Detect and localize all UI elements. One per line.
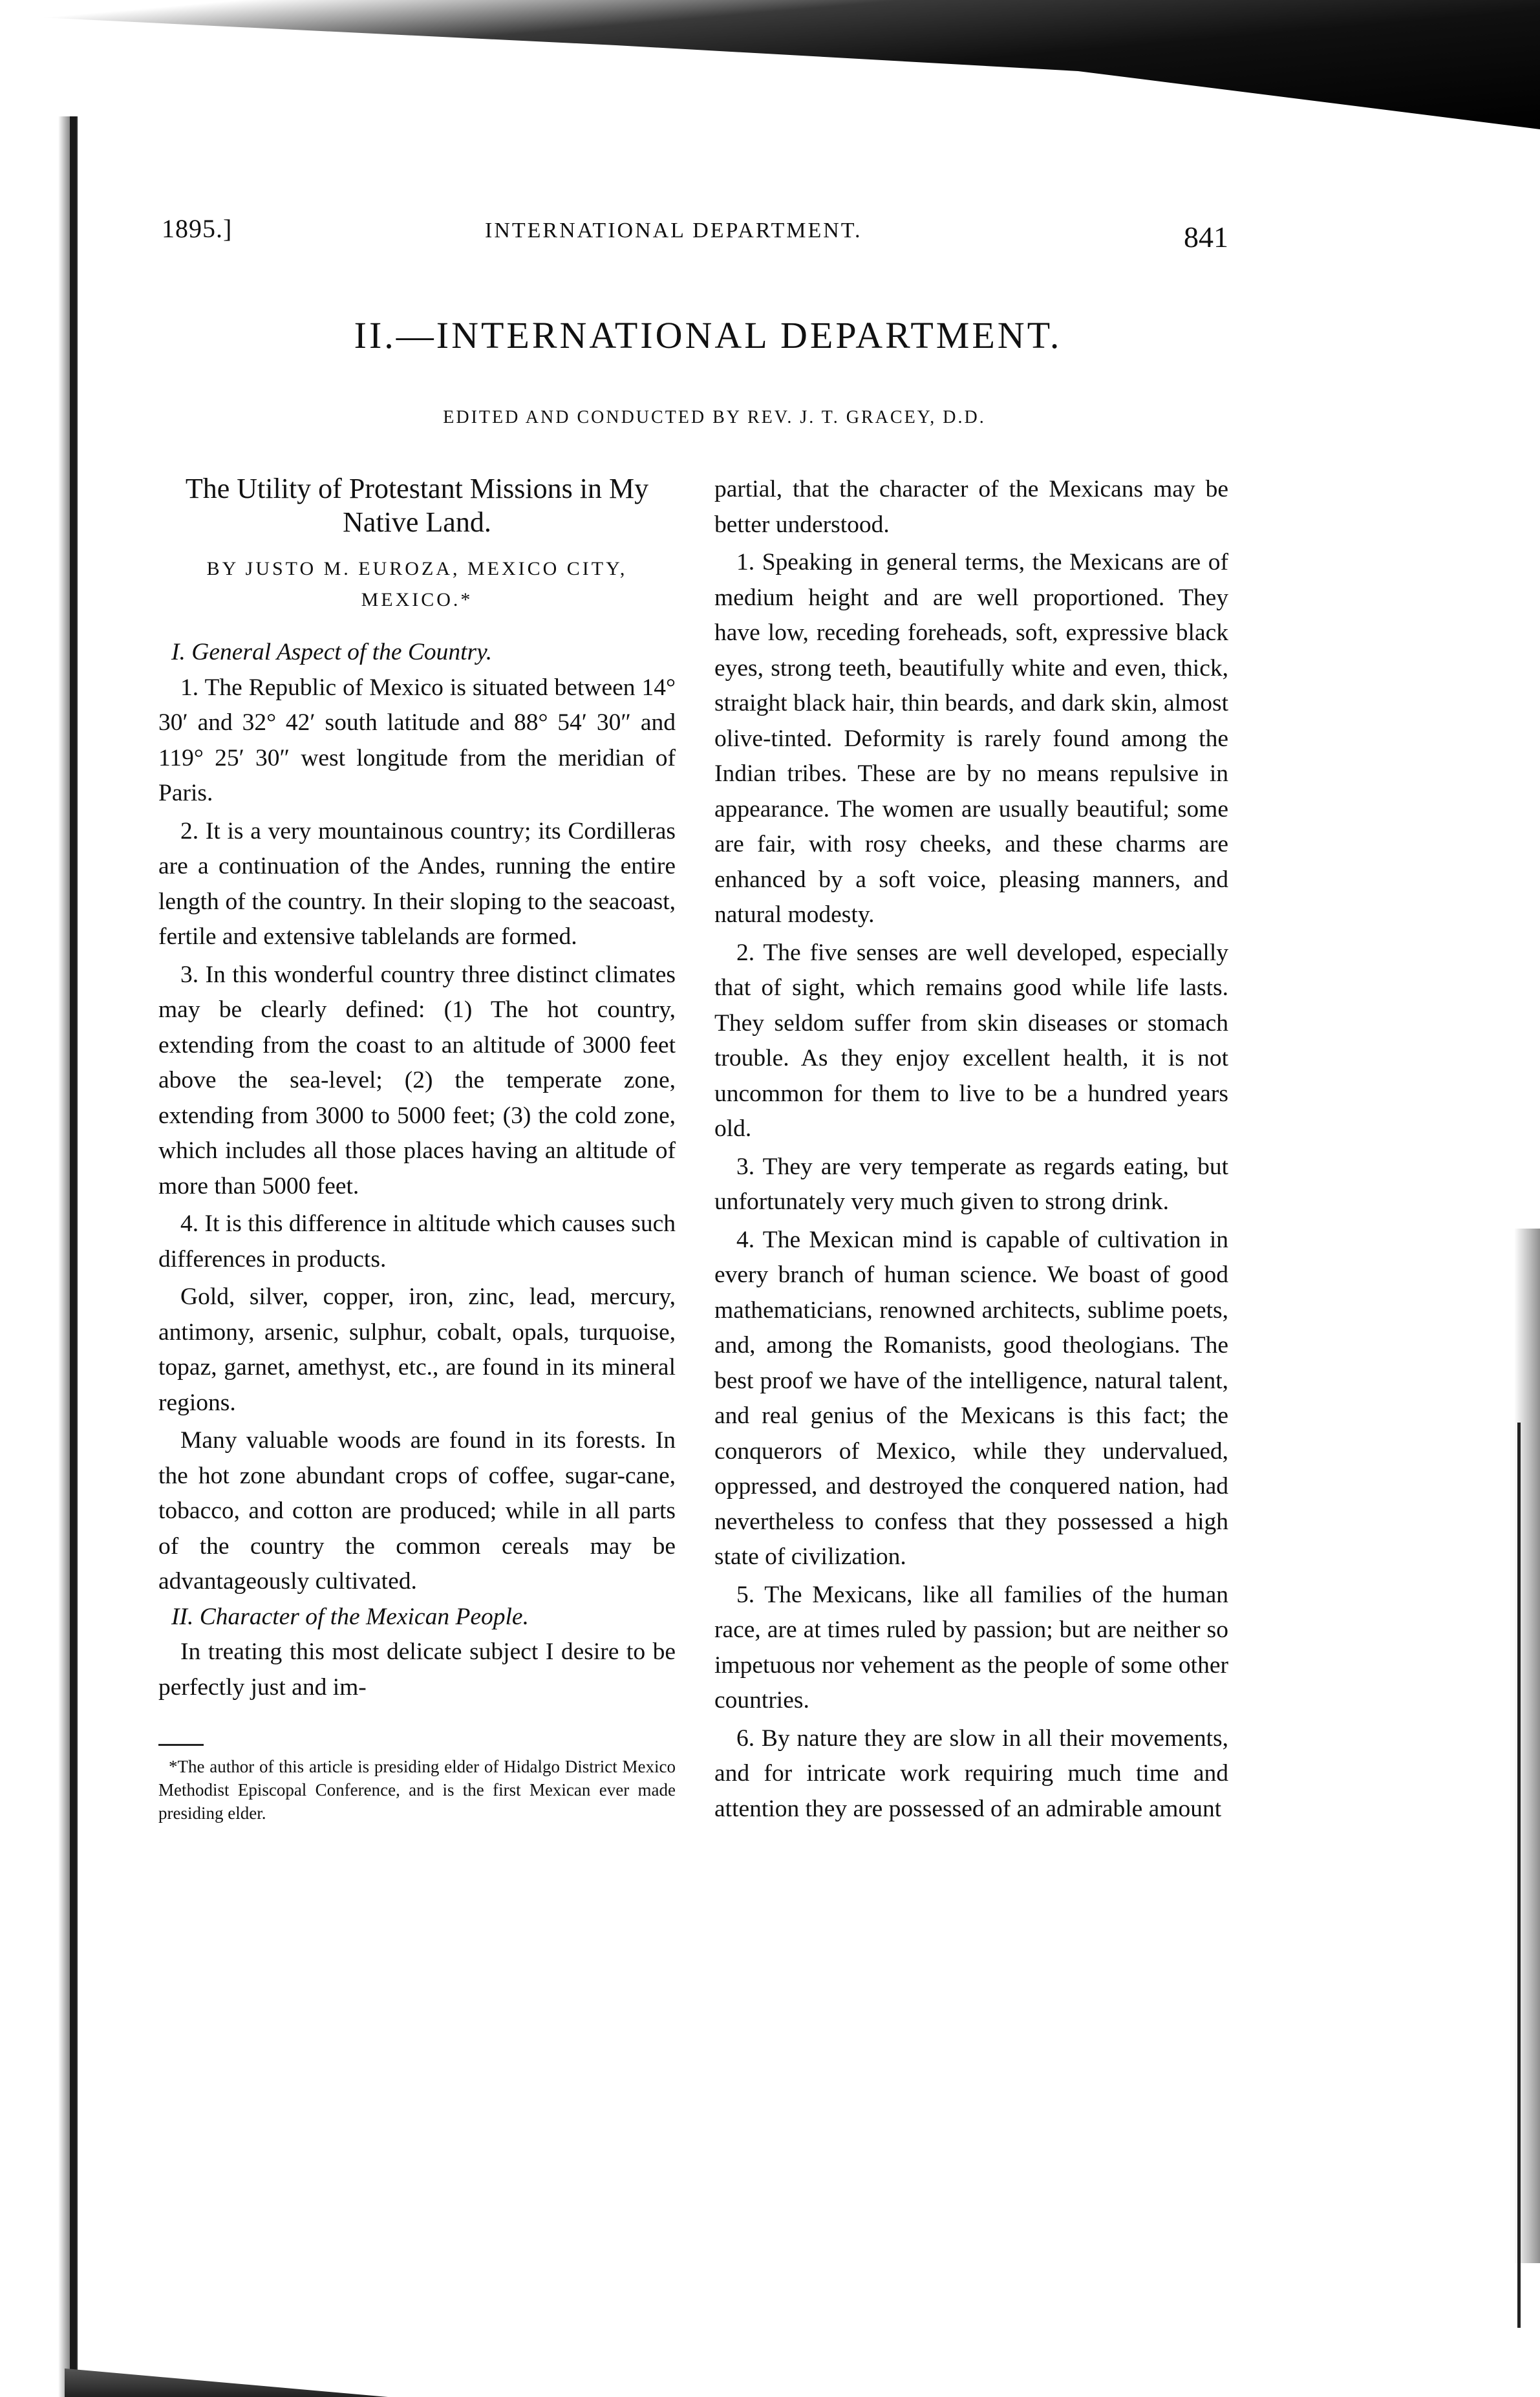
paragraph: 4. It is this difference in altitude which causes such differences in products. (158, 1210, 676, 1273)
paragraph: In treating this most delicate subject I desire to be perfectly just and im- (158, 1639, 676, 1701)
scan-edge-bottom (65, 2302, 388, 2397)
section-heading-2: II. Character of the Mexican People. (171, 1603, 529, 1630)
paragraph: 2. It is a very mountainous country; its Cordilleras are a continuation of the Andes, running the entire length of the country. In their sloping to the seacoast, fertile and extensive tablelands are formed. (158, 817, 676, 950)
right-column (714, 472, 1228, 1827)
article-byline: BY JUSTO M. EUROZA, MEXICO CITY, MEXICO.* (206, 558, 628, 610)
running-head (162, 213, 1228, 259)
paragraph: Gold, silver, copper, iron, zinc, lead, mercury, antimony, arsenic, sulphur, cobalt, opals, turquoise, topaz, garnet, amethyst, etc., are found in its mineral regions. (158, 1284, 676, 1416)
paragraph: 6. By nature they are slow in all their movements, and for intricate work requiring much time and attention they are possessed of an admirable amount (714, 1725, 1228, 1822)
scan-edge-left (0, 116, 78, 2397)
paragraph: 1. Speaking in general terms, the Mexicans are of medium height and are well proportioned. They have low, receding foreheads, soft, expressive black eyes, strong teeth, beautifully white and even, thick, straight black hair, thin beards, and dark skin, almost olive-tinted. Deformity is rarely found among the Indian tribes. These are by no means repulsive in appearance. The women are usually beautiful; some are fair, with rosy cheeks, and these charms are enhanced by a soft voice, pleasing manners, and natural modesty. (714, 549, 1228, 928)
paragraph: Many valuable woods are found in its forests. In the hot zone abundant crops of coffee, sugar-cane, tobacco, and cotton are produced; while in all parts of the country the common cereals may be advantageously cultivated. (158, 1427, 676, 1595)
footnote-rule (158, 1744, 204, 1746)
footnote: *The author of this article is presiding elder of Hidalgo District Mexico Methodist Episcopal Conference, and is the first Mexican ever made presiding elder. (158, 1757, 676, 1823)
paragraph: 1. The Republic of Mexico is situated between 14° 30′ and 32° 42′ south latitude and 88° 54′ 30″ and 119° 25′ 30″ west longitude from the meridian of Paris. (158, 674, 676, 806)
paragraph: 3. In this wonderful country three distinct climates may be clearly defined: (1) The hot country, extending from the coast to an altitude of 3000 feet above the sea-level; (2) the temperate zone, extending from 3000 to 5000 feet; (3) the cold zone, which includes all those places having an altitude of more than 5000 feet. (158, 961, 676, 1199)
scan-edge-right-line (1517, 1423, 1521, 2328)
paragraph: partial, that the character of the Mexicans may be better understood. (714, 476, 1228, 538)
section-heading-1: I. General Aspect of the Country. (171, 639, 493, 665)
department-title: II.—INTERNATIONAL DEPARTMENT. (354, 314, 1062, 356)
running-head-title: INTERNATIONAL DEPARTMENT. (485, 219, 862, 242)
scan-binding-line (70, 116, 76, 2397)
editor-line: EDITED AND CONDUCTED BY REV. J. T. GRACEY, D.D. (443, 407, 986, 427)
scan-edge-top (0, 0, 1540, 129)
paragraph: 5. The Mexicans, like all families of the human race, are at times ruled by passion; but are neither so impetuous nor vehement as the people of some other countries. (714, 1581, 1228, 1714)
left-column (158, 472, 676, 1825)
page-number: 841 (1184, 220, 1228, 253)
paragraph: 2. The five senses are well developed, especially that of sight, which remains good while life lasts. They seldom suffer from skin diseases or stomach trouble. As they enjoy excellent health, it is not uncommon for them to live to be a hundred years old. (714, 939, 1228, 1142)
article-title: The Utility of Protestant Missions in My Native Land. (185, 473, 649, 538)
paragraph: 4. The Mexican mind is capable of cultivation in every branch of human science. We boast of good mathematicians, renowned architects, sublime poets, and, among the Romanists, good theologians. The best proof we have of the intelligence, natural talent, and real genius of the Mexicans is this fact; the conquerors of Mexico, while they undervalued, oppressed, and destroyed the conquered nation, had nevertheless to confess that they possessed a high state of civilization. (714, 1226, 1228, 1570)
paragraph: 3. They are very temperate as regards eating, but unfortunately very much given to strong drink. (714, 1153, 1228, 1215)
running-head-year: 1895.] (162, 214, 233, 243)
